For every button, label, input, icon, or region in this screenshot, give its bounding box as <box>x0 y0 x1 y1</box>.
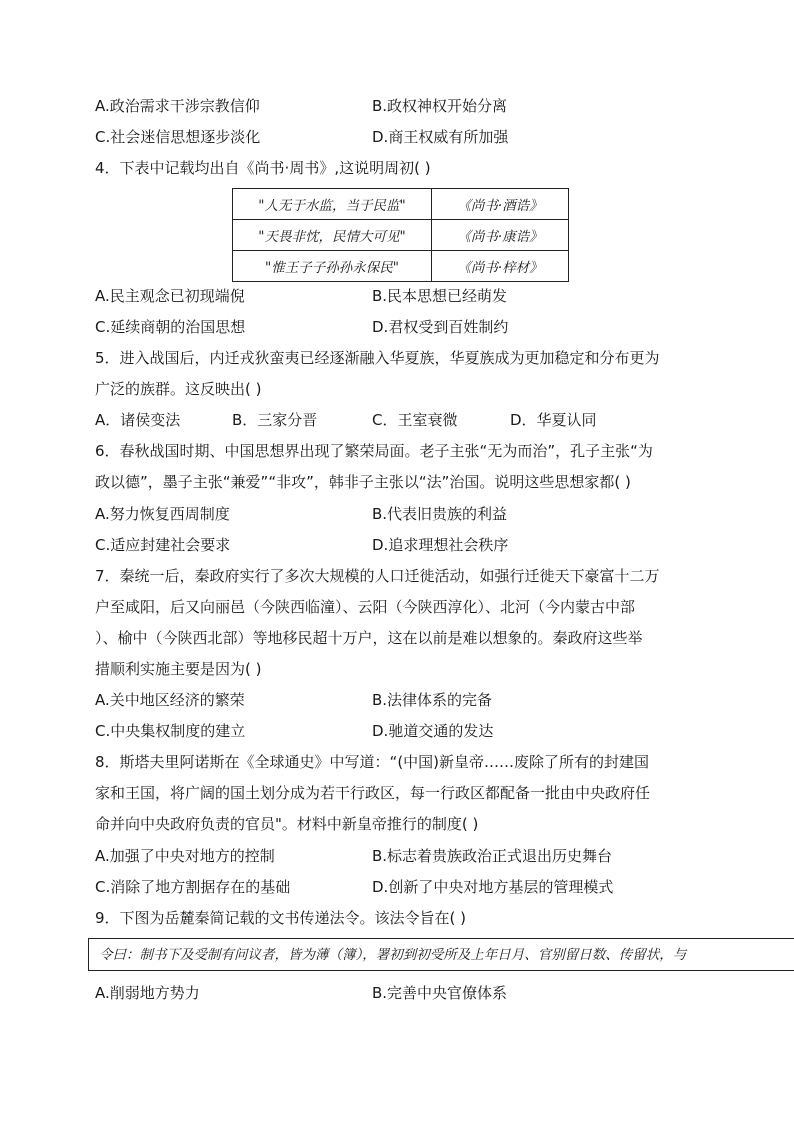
q7-stem-line-4: 措顺利实施主要是因为( ) <box>95 660 262 678</box>
source-cell: 《尚书·康诰》 <box>432 220 569 251</box>
q8-option-b: B.标志着贵族政治正式退出历史舞台 <box>372 847 613 865</box>
q6-option-c: C.适应封建社会要求 <box>95 536 231 554</box>
quote-cell: "惟王子子孙孙永保民" <box>233 251 432 282</box>
source-cell: 《尚书·酒诰》 <box>432 189 569 220</box>
q5-stem-line-1: 5．进入战国后，内迁戎狄蛮夷已经逐渐融入华夏族，华夏族成为更加稳定和分布更为 <box>95 349 660 367</box>
table-row <box>233 189 569 220</box>
q4-option-c: C.延续商朝的治国思想 <box>95 318 246 336</box>
q9-option-b: B.完善中央官僚体系 <box>372 984 508 1002</box>
q5-option-a: A．诸侯变法 <box>95 411 181 429</box>
q9-stem: 9．下图为岳麓秦简记载的文书传递法令。该法令旨在( ) <box>95 909 467 927</box>
table-row <box>233 251 569 282</box>
quote-cell: "天畏非忱，民情大可见" <box>233 220 432 251</box>
q9-order-text-box: 令曰：制书下及受制有问议者，皆为薄（簿），署初到初受所及上年日月、官别留日数、传留状，与 <box>88 938 794 971</box>
table-row <box>233 220 569 251</box>
q4-stem: 4．下表中记载均出自《尚书·周书》,这说明周初( ) <box>95 159 431 177</box>
q7-option-a: A.关中地区经济的繁荣 <box>95 691 245 709</box>
q8-stem-line-2: 家和王国，将广阔的国土划分成为若干行政区，每一行政区都配备一批由中央政府任 <box>95 784 651 802</box>
q3-option-a: A.政治需求干涉宗教信仰 <box>95 97 260 115</box>
q4-option-a: A.民主观念已初现端倪 <box>95 287 245 305</box>
q3-option-b: B.政权神权开始分离 <box>372 97 508 115</box>
q8-option-a: A.加强了中央对地方的控制 <box>95 847 275 865</box>
q4-option-b: B.民本思想已经萌发 <box>372 287 508 305</box>
source-cell: 《尚书·梓材》 <box>432 251 569 282</box>
q6-stem-line-1: 6．春秋战国时期、中国思想界出现了繁荣局面。老子主张“无为而治”，孔子主张“为 <box>95 442 653 460</box>
q4-quote-table <box>232 188 569 282</box>
q7-option-b: B.法律体系的完备 <box>372 691 493 709</box>
q6-option-b: B.代表旧贵族的利益 <box>372 505 508 523</box>
q9-option-a: A.削弱地方势力 <box>95 984 200 1002</box>
q7-stem-line-1: 7．秦统一后，秦政府实行了多次大规模的人口迁徙活动，如强行迁徙天下豪富十二万 <box>95 567 660 585</box>
q7-stem-line-3: ）、榆中（今陕西北部）等地移民超十万户，这在以前是难以想象的。秦政府这些举 <box>95 629 643 647</box>
q5-stem-line-2: 广泛的族群。这反映出( ) <box>95 380 262 398</box>
q6-option-d: D.追求理想社会秩序 <box>372 536 509 554</box>
quote-cell: "人无于水监，当于民监" <box>233 189 432 220</box>
q6-option-a: A.努力恢复西周制度 <box>95 505 230 523</box>
q3-option-d: D.商王权威有所加强 <box>372 128 509 146</box>
q5-option-c: C．王室衰微 <box>372 411 458 429</box>
q7-option-d: D.驰道交通的发达 <box>372 722 494 740</box>
q7-stem-line-2: 户至咸阳，后又向丽邑（今陕西临潼）、云阳（今陕西淳化）、北河（今内蒙古中部 <box>95 598 636 616</box>
q5-option-b: B．三家分晋 <box>232 411 318 429</box>
q8-option-c: C.消除了地方割据存在的基础 <box>95 878 291 896</box>
q8-stem-line-3: 命并向中央政府负责的官员"。材料中新皇帝推行的制度( ) <box>95 815 479 833</box>
q8-stem-line-1: 8．斯塔夫里阿诺斯在《全球通史》中写道：“(中国)新皇帝……废除了所有的封建国 <box>95 753 650 771</box>
q3-option-c: C.社会迷信思想逐步淡化 <box>95 128 261 146</box>
q8-option-d: D.创新了中央对地方基层的管理模式 <box>372 878 614 896</box>
q4-option-d: D.君权受到百姓制约 <box>372 318 509 336</box>
q6-stem-line-2: 政以德”，墨子主张“兼爱”“非攻”，韩非子主张以“法”治国。说明这些思想家都( ) <box>95 473 631 491</box>
q5-option-d: D．华夏认同 <box>510 411 597 429</box>
q7-option-c: C.中央集权制度的建立 <box>95 722 246 740</box>
